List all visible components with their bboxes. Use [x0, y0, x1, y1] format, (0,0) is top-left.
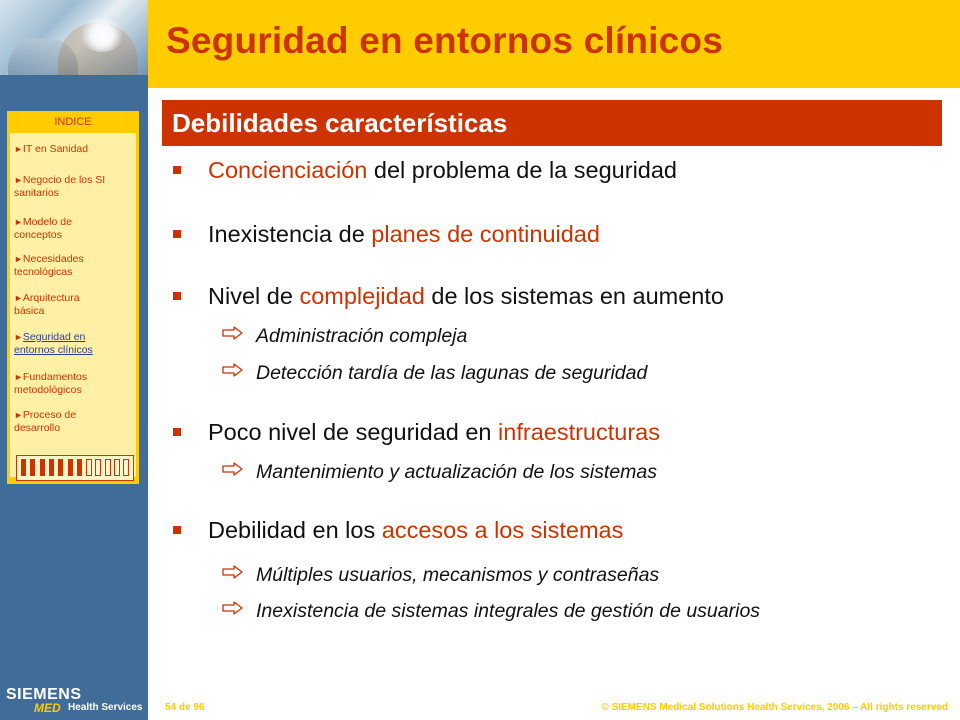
index-item-line: Seguridad en	[22, 331, 86, 343]
sub-bullet-item	[222, 461, 657, 484]
bullet-item	[173, 419, 660, 446]
highlighted-text: accesos a los sistemas	[381, 517, 624, 543]
progress-cell	[49, 459, 54, 476]
index-item[interactable]	[14, 292, 134, 318]
arrow-right-icon	[222, 323, 244, 346]
bullet-text: Debilidad en los	[208, 517, 382, 543]
sub-bullet-text: Administración compleja	[256, 325, 468, 347]
bullet-item	[173, 517, 623, 544]
page-number: 54 de 96	[165, 702, 205, 713]
bullet-text: Nivel de	[208, 283, 300, 309]
section-bar	[162, 100, 942, 146]
bullet-item	[173, 283, 724, 310]
index-item-line: desarrollo	[14, 422, 61, 434]
index-item-line: IT en Sanidad	[22, 143, 89, 155]
index-item-line: tecnológicas	[14, 266, 73, 278]
sub-bullet-text: Mantenimiento y actualización de los sistemas	[256, 461, 658, 483]
index-item-label	[23, 143, 88, 155]
index-item[interactable]	[14, 409, 134, 435]
index-item-line: entornos clínicos	[14, 344, 93, 356]
index-item-label	[14, 253, 84, 278]
index-item-line: conceptos	[14, 229, 62, 241]
index-list	[10, 133, 136, 477]
sub-bullet-item	[222, 564, 659, 587]
index-title: INDICE	[54, 116, 92, 128]
index-item-label	[14, 331, 93, 356]
index-item[interactable]	[14, 253, 134, 279]
triangle-right-icon: ►	[14, 175, 23, 185]
progress-cell	[21, 459, 26, 476]
bullet-square-icon	[173, 292, 181, 300]
progress-cell	[30, 459, 35, 476]
arrow-right-icon	[222, 459, 244, 482]
triangle-right-icon: ►	[14, 332, 23, 342]
title-bar	[148, 0, 960, 88]
arrow-right-icon	[222, 562, 244, 585]
highlighted-text: planes de continuidad	[371, 221, 600, 247]
bullet-square-icon	[173, 428, 181, 436]
index-item[interactable]	[14, 371, 134, 397]
sub-bullet-item	[222, 600, 760, 623]
index-item-line: Modelo de	[22, 216, 72, 228]
section-title: Debilidades características	[172, 108, 508, 138]
index-item[interactable]	[14, 331, 134, 357]
sub-bullet-text: Inexistencia de sistemas integrales de gestión de usuarios	[256, 600, 761, 622]
sub-bullet-item	[222, 325, 467, 348]
index-item[interactable]	[14, 143, 134, 156]
highlighted-text: complejidad	[299, 283, 425, 309]
bullet-square-icon	[173, 230, 181, 238]
photo-light-glow	[80, 18, 124, 52]
logo-med-text: MED	[34, 701, 61, 715]
progress-cell	[58, 459, 63, 476]
index-item-line: metodológicos	[14, 384, 82, 396]
bullet-text: Poco nivel de seguridad en	[208, 419, 499, 445]
index-item-label	[14, 409, 76, 434]
logo-health-services-text: Health Services	[68, 702, 143, 713]
bullet-text: Inexistencia de	[208, 221, 372, 247]
index-item-line: Negocio de los SI	[22, 174, 106, 186]
index-panel	[7, 111, 139, 484]
triangle-right-icon: ►	[14, 372, 23, 382]
arrow-right-icon	[222, 598, 244, 621]
sub-bullet-text: Múltiples usuarios, mecanismos y contraseñas	[256, 564, 660, 586]
progress-cell	[86, 459, 92, 476]
logo-siemens-text: SIEMENS	[6, 686, 82, 703]
index-item-label	[14, 216, 72, 241]
progress-cell	[114, 459, 120, 476]
sub-bullet-item	[222, 362, 647, 385]
index-item-label	[14, 174, 105, 199]
index-item-line: Proceso de	[22, 409, 77, 421]
header-photo	[0, 0, 148, 75]
triangle-right-icon: ►	[14, 144, 23, 154]
index-item-line: Necesidades	[22, 253, 84, 265]
progress-cell	[95, 459, 101, 476]
bullet-text: de los sistemas en aumento	[424, 283, 724, 309]
siemens-logo	[6, 686, 146, 716]
bullet-item	[173, 221, 600, 248]
index-item-line: básica	[14, 305, 45, 317]
triangle-right-icon: ►	[14, 254, 23, 264]
copyright-notice: © SIEMENS Medical Solutions Health Services, 2006 – All rights reserved	[601, 702, 948, 713]
triangle-right-icon: ►	[14, 217, 23, 227]
sub-bullet-text: Detección tardía de las lagunas de seguridad	[256, 362, 648, 384]
progress-cell	[105, 459, 111, 476]
arrow-right-icon	[222, 360, 244, 383]
index-item[interactable]	[14, 216, 134, 242]
progress-cell	[68, 459, 73, 476]
progress-cell	[77, 459, 82, 476]
index-item-line: Fundamentos	[22, 371, 88, 383]
highlighted-text: infraestructuras	[498, 419, 660, 445]
bullet-item	[173, 157, 677, 184]
bullet-square-icon	[173, 166, 181, 174]
highlighted-text: Concienciación	[208, 157, 368, 183]
triangle-right-icon: ►	[14, 410, 23, 420]
index-item-line: sanitarios	[14, 187, 59, 199]
index-item-label	[14, 292, 80, 317]
triangle-right-icon: ►	[14, 293, 23, 303]
index-item[interactable]	[14, 174, 134, 200]
bullet-square-icon	[173, 526, 181, 534]
index-item-line: Arquitectura	[22, 292, 80, 304]
page-title: Seguridad en entornos clínicos	[166, 20, 723, 61]
index-item-label	[14, 371, 87, 396]
progress-cell	[40, 459, 45, 476]
progress-cell	[123, 459, 129, 476]
bullet-text: del problema de la seguridad	[367, 157, 677, 183]
progress-indicator	[16, 455, 134, 481]
